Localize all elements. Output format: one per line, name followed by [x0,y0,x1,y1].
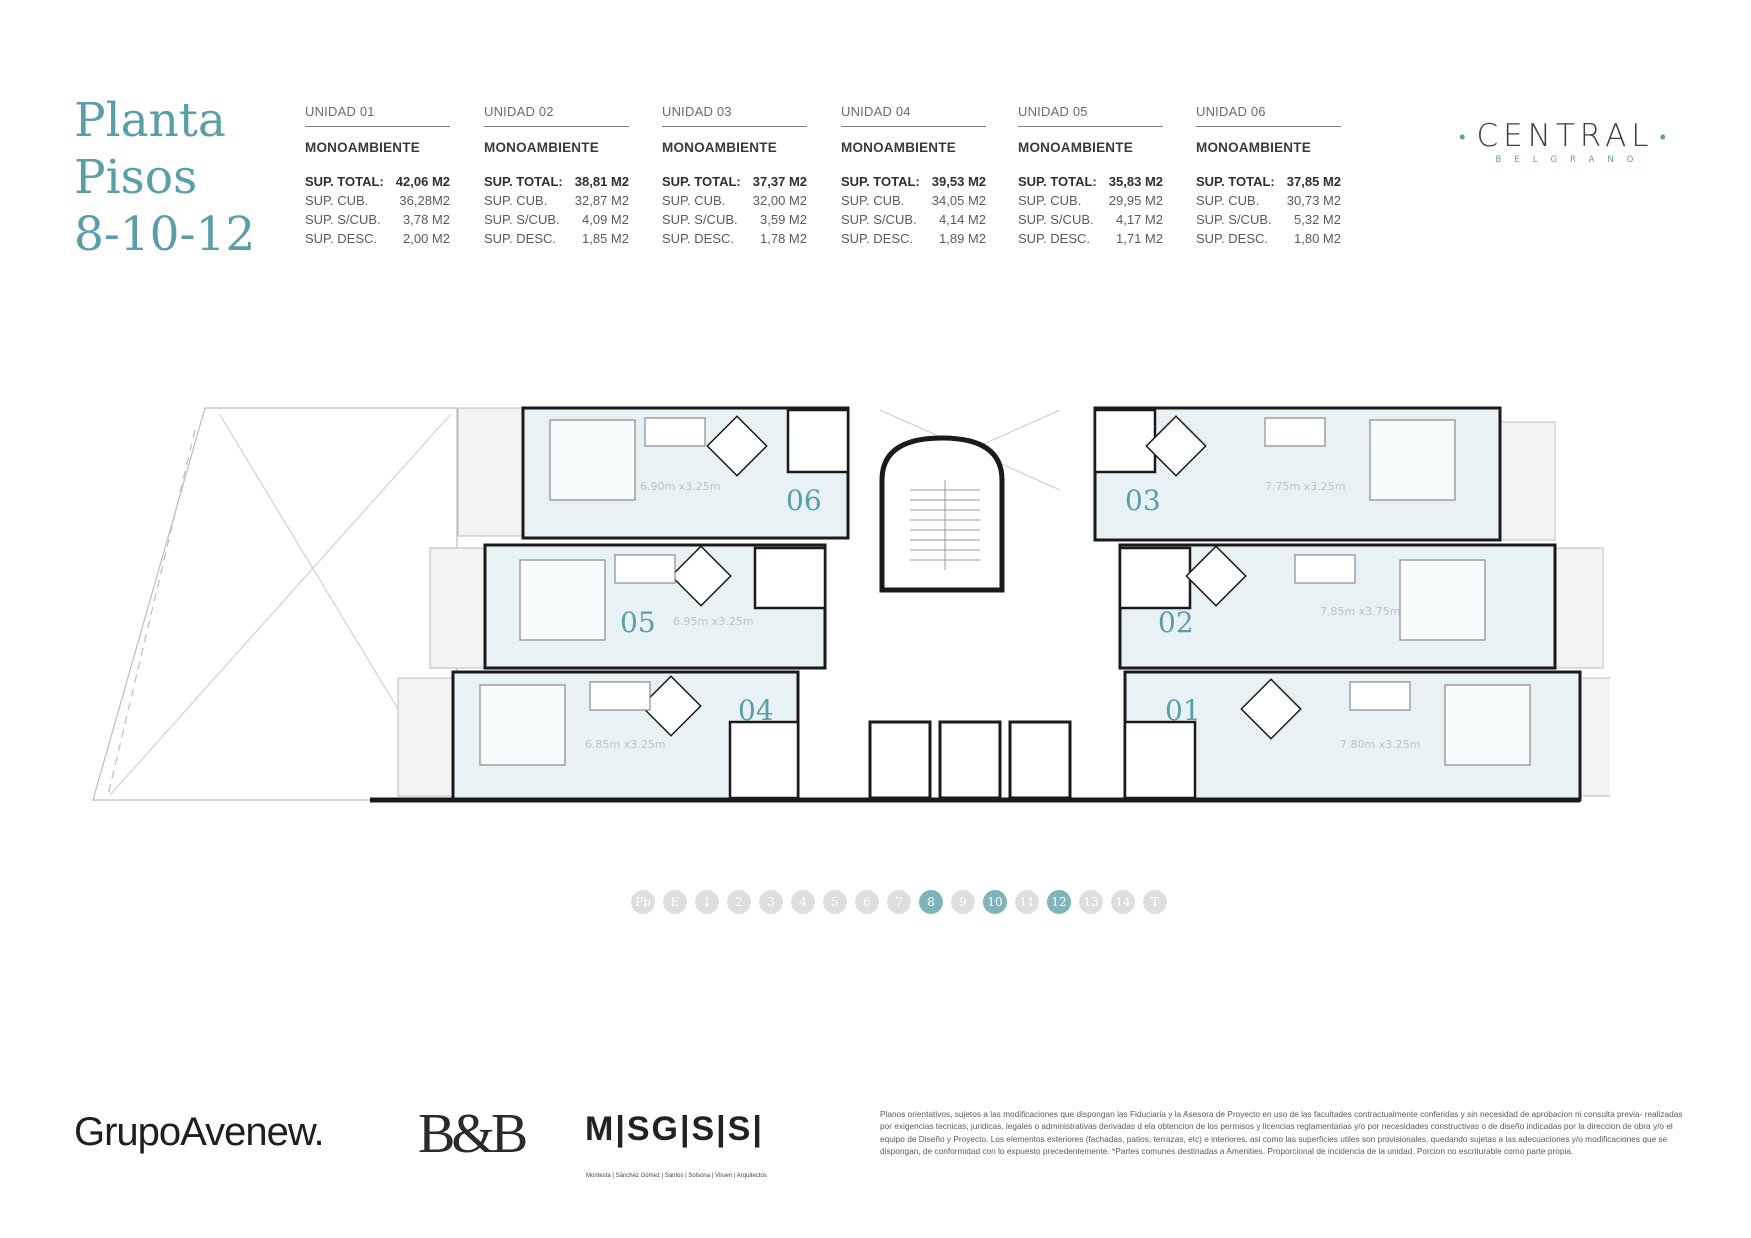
unit-heading: UNIDAD 05 [1018,104,1163,127]
unit-total-label: SUP. TOTAL: [1018,174,1097,189]
unit-scub-label: SUP. S/CUB. [662,212,738,227]
floor-button-2[interactable]: 2 [727,890,751,914]
central-belgrano-logo [1440,118,1690,165]
floor-button-8[interactable]: 8 [919,890,943,914]
terrace-dashed-edge [108,430,195,795]
unit-cub-value: 32,87 M2 [574,193,629,208]
floor-button-1[interactable]: 1 [695,890,719,914]
unit-dim-03: 7.75m x3.25m [1265,480,1346,493]
brand-subtitle: BELGRANO [1495,155,1647,165]
floor-button-11[interactable]: 11 [1015,890,1039,914]
title-line-3: 8-10-12 [74,207,256,262]
bathroom-01 [1125,722,1195,798]
stairwell-wall [882,438,1002,590]
unit-desc-value: 1,89 M2 [939,231,986,246]
unit-scub-row [662,210,807,229]
unit-desc-label: SUP. DESC. [662,231,735,246]
unit-cub-row [662,191,807,210]
unit-total-row [841,172,986,191]
unit-cub-value: 29,95 M2 [1108,193,1163,208]
floor-button-pb[interactable]: Pb [631,890,655,914]
unit-card-04 [841,104,986,248]
unit-dim-05: 6.95m x3.25m [673,615,754,628]
grupo-avenew-logo: GrupoAvenew. [74,1110,324,1154]
unit-cub-row [484,191,629,210]
unit-scub-value: 3,78 M2 [403,212,450,227]
sofa-06 [645,418,705,446]
unit-total-value: 35,83 M2 [1108,174,1163,189]
unit-cub-label: SUP. CUB. [1196,193,1260,208]
unit-card-01 [305,104,450,248]
unit-desc-value: 1,71 M2 [1116,231,1163,246]
unit-scub-label: SUP. S/CUB. [1018,212,1094,227]
elevator-1 [870,722,930,798]
balcony-05 [430,548,485,668]
unit-heading: UNIDAD 01 [305,104,450,127]
unit-cub-value: 30,73 M2 [1286,193,1341,208]
unit-desc-row [841,229,986,248]
unit-scub-value: 4,14 M2 [939,212,986,227]
unit-scub-label: SUP. S/CUB. [841,212,917,227]
unit-cub-row [1018,191,1163,210]
bed-04 [480,685,565,765]
balcony-06 [458,408,523,536]
unit-cub-row [841,191,986,210]
unit-card-02 [484,104,629,248]
unit-desc-label: SUP. DESC. [484,231,557,246]
unit-desc-value: 1,85 M2 [582,231,629,246]
unit-scub-value: 4,09 M2 [582,212,629,227]
unit-cub-label: SUP. CUB. [305,193,369,208]
unit-desc-label: SUP. DESC. [1196,231,1269,246]
bed-01 [1445,685,1530,765]
dot-icon: • [1459,127,1471,148]
page-title [74,92,255,263]
unit-label-02: 02 [1158,606,1194,639]
unit-desc-label: SUP. DESC. [1018,231,1091,246]
unit-heading: UNIDAD 02 [484,104,629,127]
unit-desc-value: 1,78 M2 [760,231,807,246]
dot-icon: • [1659,127,1671,148]
unit-type: MONOAMBIENTE [484,140,599,155]
unit-scub-row [1196,210,1341,229]
bed-03 [1370,420,1455,500]
unit-cub-value: 34,05 M2 [931,193,986,208]
unit-type: MONOAMBIENTE [841,140,956,155]
unit-heading: UNIDAD 04 [841,104,986,127]
floor-plan [80,400,1610,820]
unit-total-label: SUP. TOTAL: [484,174,563,189]
unit-scub-row [1018,210,1163,229]
sofa-03 [1265,418,1325,446]
title-line-2: Pisos [74,150,198,205]
unit-card-03 [662,104,807,248]
unit-scub-label: SUP. S/CUB. [484,212,560,227]
unit-desc-row [305,229,450,248]
bathroom-03 [1095,410,1155,472]
unit-label-01: 01 [1165,694,1201,727]
balcony-04 [398,678,453,796]
floor-button-3[interactable]: 3 [759,890,783,914]
unit-total-value: 42,06 M2 [395,174,450,189]
unit-label-06: 06 [786,484,822,517]
floor-button-e[interactable]: E [663,890,687,914]
unit-card-05 [1018,104,1163,248]
unit-total-row [1018,172,1163,191]
floor-button-t[interactable]: T [1143,890,1167,914]
floor-button-9[interactable]: 9 [951,890,975,914]
unit-desc-label: SUP. DESC. [305,231,378,246]
sofa-04 [590,682,650,710]
unit-scub-row [841,210,986,229]
floor-button-5[interactable]: 5 [823,890,847,914]
bathroom-06 [788,410,848,472]
sofa-05 [615,555,675,583]
unit-scub-value: 5,32 M2 [1294,212,1341,227]
floor-button-6[interactable]: 6 [855,890,879,914]
unit-total-value: 37,85 M2 [1286,174,1341,189]
balcony-02 [1555,548,1603,668]
unit-desc-row [1018,229,1163,248]
unit-desc-label: SUP. DESC. [841,231,914,246]
bathroom-05 [755,548,825,608]
unit-desc-row [1196,229,1341,248]
unit-card-06 [1196,104,1341,248]
unit-cub-label: SUP. CUB. [484,193,548,208]
unit-total-row [1196,172,1341,191]
sofa-02 [1295,555,1355,583]
unit-type: MONOAMBIENTE [1018,140,1133,155]
bathroom-02 [1120,548,1190,608]
unit-heading: UNIDAD 03 [662,104,807,127]
unit-dim-06: 6.90m x3.25m [640,480,721,493]
unit-cub-value: 36,28M2 [399,193,450,208]
unit-label-04: 04 [738,694,774,727]
unit-cub-value: 32,00 M2 [752,193,807,208]
unit-scub-value: 4,17 M2 [1116,212,1163,227]
unit-dim-04: 6.85m x3.25m [585,738,666,751]
elevator-3 [1010,722,1070,798]
unit-dim-01: 7.80m x3.25m [1340,738,1421,751]
unit-scub-row [484,210,629,229]
unit-type: MONOAMBIENTE [305,140,420,155]
unit-heading: UNIDAD 06 [1196,104,1341,127]
floor-button-12[interactable]: 12 [1047,890,1071,914]
unit-scub-label: SUP. S/CUB. [305,212,381,227]
unit-cub-label: SUP. CUB. [841,193,905,208]
bed-06 [550,420,635,500]
sofa-01 [1350,682,1410,710]
unit-total-value: 38,81 M2 [574,174,629,189]
unit-total-row [484,172,629,191]
unit-type: MONOAMBIENTE [662,140,777,155]
unit-total-label: SUP. TOTAL: [1196,174,1275,189]
unit-cub-label: SUP. CUB. [662,193,726,208]
floor-button-14[interactable]: 14 [1111,890,1135,914]
elevator-2 [940,722,1000,798]
unit-label-05: 05 [620,606,656,639]
disclaimer-text: Planos orientativos, sujetos a las modificaciones que dispongan las Fiduciaria y la Asesora de Proyecto en uso de las facultades contractualmente conferidas y sin necesidad de aprobacion ni consulta previa- realizadas por exigencias tecnicas, juridicas, legales o administrativas derivadas d ela obtencion de los permisos y licencias reglamentarias y/o por necesidades constructivas o de diseño indicadas por la direccion de obra y/o el equipo de Diseño y Proyecto. Los elementos exteriores (fachadas, patios, terrazas, etc) e interiores, asi como las superficies utiles son provisionales, quedando sujetas a las adecuaciones y/o modificaciones que se dispongan, de conformidad con lo expuesto precedentemente. *Partes comunes destinadas a Amenities. Proporcional de incidencia de la unidad. Porcion no escriturable como parte propia. [880,1109,1683,1157]
unit-label-03: 03 [1125,484,1161,517]
unit-total-value: 37,37 M2 [752,174,807,189]
floor-selector [631,890,1167,914]
balcony-03 [1500,422,1555,540]
unit-dim-02: 7.85m x3.75m [1320,605,1401,618]
unit-total-label: SUP. TOTAL: [841,174,920,189]
brand-name [1440,118,1690,154]
bed-05 [520,560,605,640]
bathroom-04 [730,722,798,798]
floor-button-7[interactable]: 7 [887,890,911,914]
floor-button-4[interactable]: 4 [791,890,815,914]
unit-type: MONOAMBIENTE [1196,140,1311,155]
unit-total-value: 39,53 M2 [931,174,986,189]
unit-desc-row [662,229,807,248]
floor-button-13[interactable]: 13 [1079,890,1103,914]
bed-02 [1400,560,1485,640]
unit-scub-value: 3,59 M2 [760,212,807,227]
title-line-1: Planta [74,93,226,148]
bb-logo: B&B [418,1103,525,1165]
unit-cub-row [1196,191,1341,210]
stair-core [882,438,1002,590]
unit-total-row [305,172,450,191]
unit-cub-row [305,191,450,210]
unit-total-label: SUP. TOTAL: [305,174,384,189]
balcony-01 [1580,678,1610,796]
unit-desc-value: 2,00 M2 [403,231,450,246]
floor-button-10[interactable]: 10 [983,890,1007,914]
unit-cub-label: SUP. CUB. [1018,193,1082,208]
unit-desc-value: 1,80 M2 [1294,231,1341,246]
msgss-logo: M|SG|S|S| [585,1110,764,1148]
unit-total-label: SUP. TOTAL: [662,174,741,189]
unit-scub-row [305,210,450,229]
brand-name-text: CENTRAL [1476,118,1654,154]
unit-total-row [662,172,807,191]
msgss-logo-subtitle: Montesta | Sánchez Gómez | Santos | Solsona | Viruen | Arquitectos [586,1173,767,1179]
unit-scub-label: SUP. S/CUB. [1196,212,1272,227]
unit-desc-row [484,229,629,248]
